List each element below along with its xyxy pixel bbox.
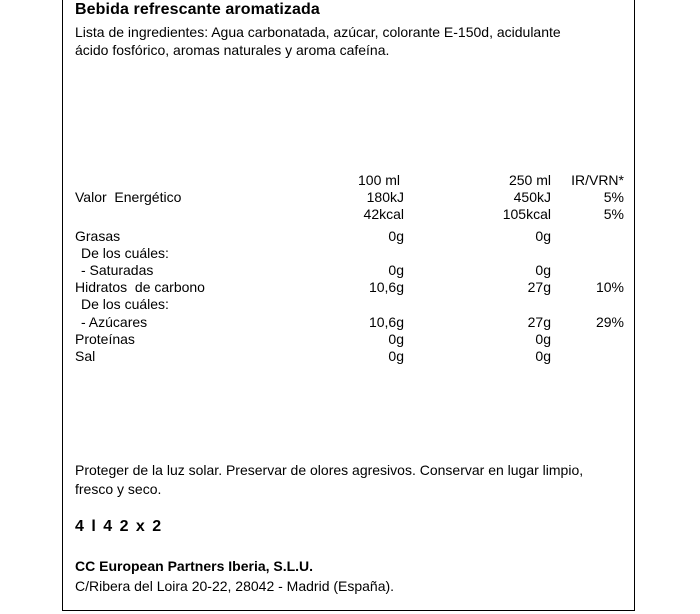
nutrient-label: Grasas — [75, 228, 121, 244]
nutrition-row — [63, 279, 636, 296]
batch-code: 4 l 4 2 x 2 — [75, 518, 163, 535]
storage-line: Proteger de la luz solar. Preservar de olores agresivos. Conservar en lugar limpio, — [75, 462, 584, 478]
storage-line: fresco y seco. — [75, 481, 162, 497]
nutrient-label: Proteínas — [75, 331, 135, 347]
nutrition-row — [63, 331, 636, 348]
ingredients-list — [75, 23, 625, 59]
company-name: CC European Partners Iberia, S.L.U. — [75, 558, 314, 574]
company-address: C/Ribera del Loira 20-22, 28042 - Madrid (España). — [75, 578, 395, 594]
nutrient-label: Hidratos de carbono — [75, 279, 205, 295]
label-panel — [62, 0, 635, 611]
ingredients-line: Lista de ingredientes: Agua carbonatada, azúcar, colorante E-150d, acidulante — [75, 24, 561, 40]
nutrient-label: Sal — [75, 348, 96, 364]
value-250ml: 105kcal — [502, 206, 551, 222]
value-250ml: 0g — [535, 348, 551, 364]
nutrition-row — [63, 348, 636, 365]
value-ir-vrn: 5% — [603, 189, 624, 205]
nutrition-row — [63, 262, 636, 279]
value-100ml: 0g — [388, 331, 404, 347]
nutrition-row — [63, 189, 636, 206]
storage-instructions — [75, 461, 625, 499]
value-250ml: 27g — [527, 279, 551, 295]
value-ir-vrn: 10% — [595, 279, 624, 295]
value-250ml: 450kJ — [513, 189, 551, 205]
nutrient-label: - Azúcares — [81, 314, 148, 330]
value-100ml: 10,6g — [368, 279, 404, 295]
value-100ml: 0g — [388, 262, 404, 278]
nutrition-row — [63, 206, 636, 223]
value-100ml: 10,6g — [368, 314, 404, 330]
nutrition-row — [63, 245, 636, 262]
value-250ml: 27g — [527, 314, 551, 330]
value-100ml: 0g — [388, 348, 404, 364]
value-100ml: 180kJ — [366, 189, 404, 205]
nutrition-row — [63, 314, 636, 331]
value-250ml: 0g — [535, 262, 551, 278]
product-title: Bebida refrescante aromatizada — [75, 1, 320, 18]
value-100ml: 42kcal — [363, 206, 404, 222]
header-ir-vrn: IR/VRN* — [571, 172, 624, 188]
value-100ml: 0g — [388, 228, 404, 244]
nutrient-label: De los cuáles: — [81, 245, 169, 261]
nutrient-label: Valor Energético — [75, 189, 182, 205]
ingredients-line: ácido fosfórico, aromas naturales y aroma cafeína. — [75, 42, 390, 58]
value-250ml: 0g — [535, 331, 551, 347]
value-ir-vrn: 5% — [603, 206, 624, 222]
value-ir-vrn: 29% — [595, 314, 624, 330]
nutrient-label: - Saturadas — [81, 262, 154, 278]
nutrient-label: De los cuáles: — [81, 296, 169, 312]
nutrition-row — [63, 228, 636, 245]
nutrition-row — [63, 296, 636, 313]
value-250ml: 0g — [535, 228, 551, 244]
nutrition-header-row — [63, 172, 636, 189]
header-250ml: 250 ml — [508, 172, 551, 188]
header-100ml: 100 ml — [358, 172, 401, 188]
